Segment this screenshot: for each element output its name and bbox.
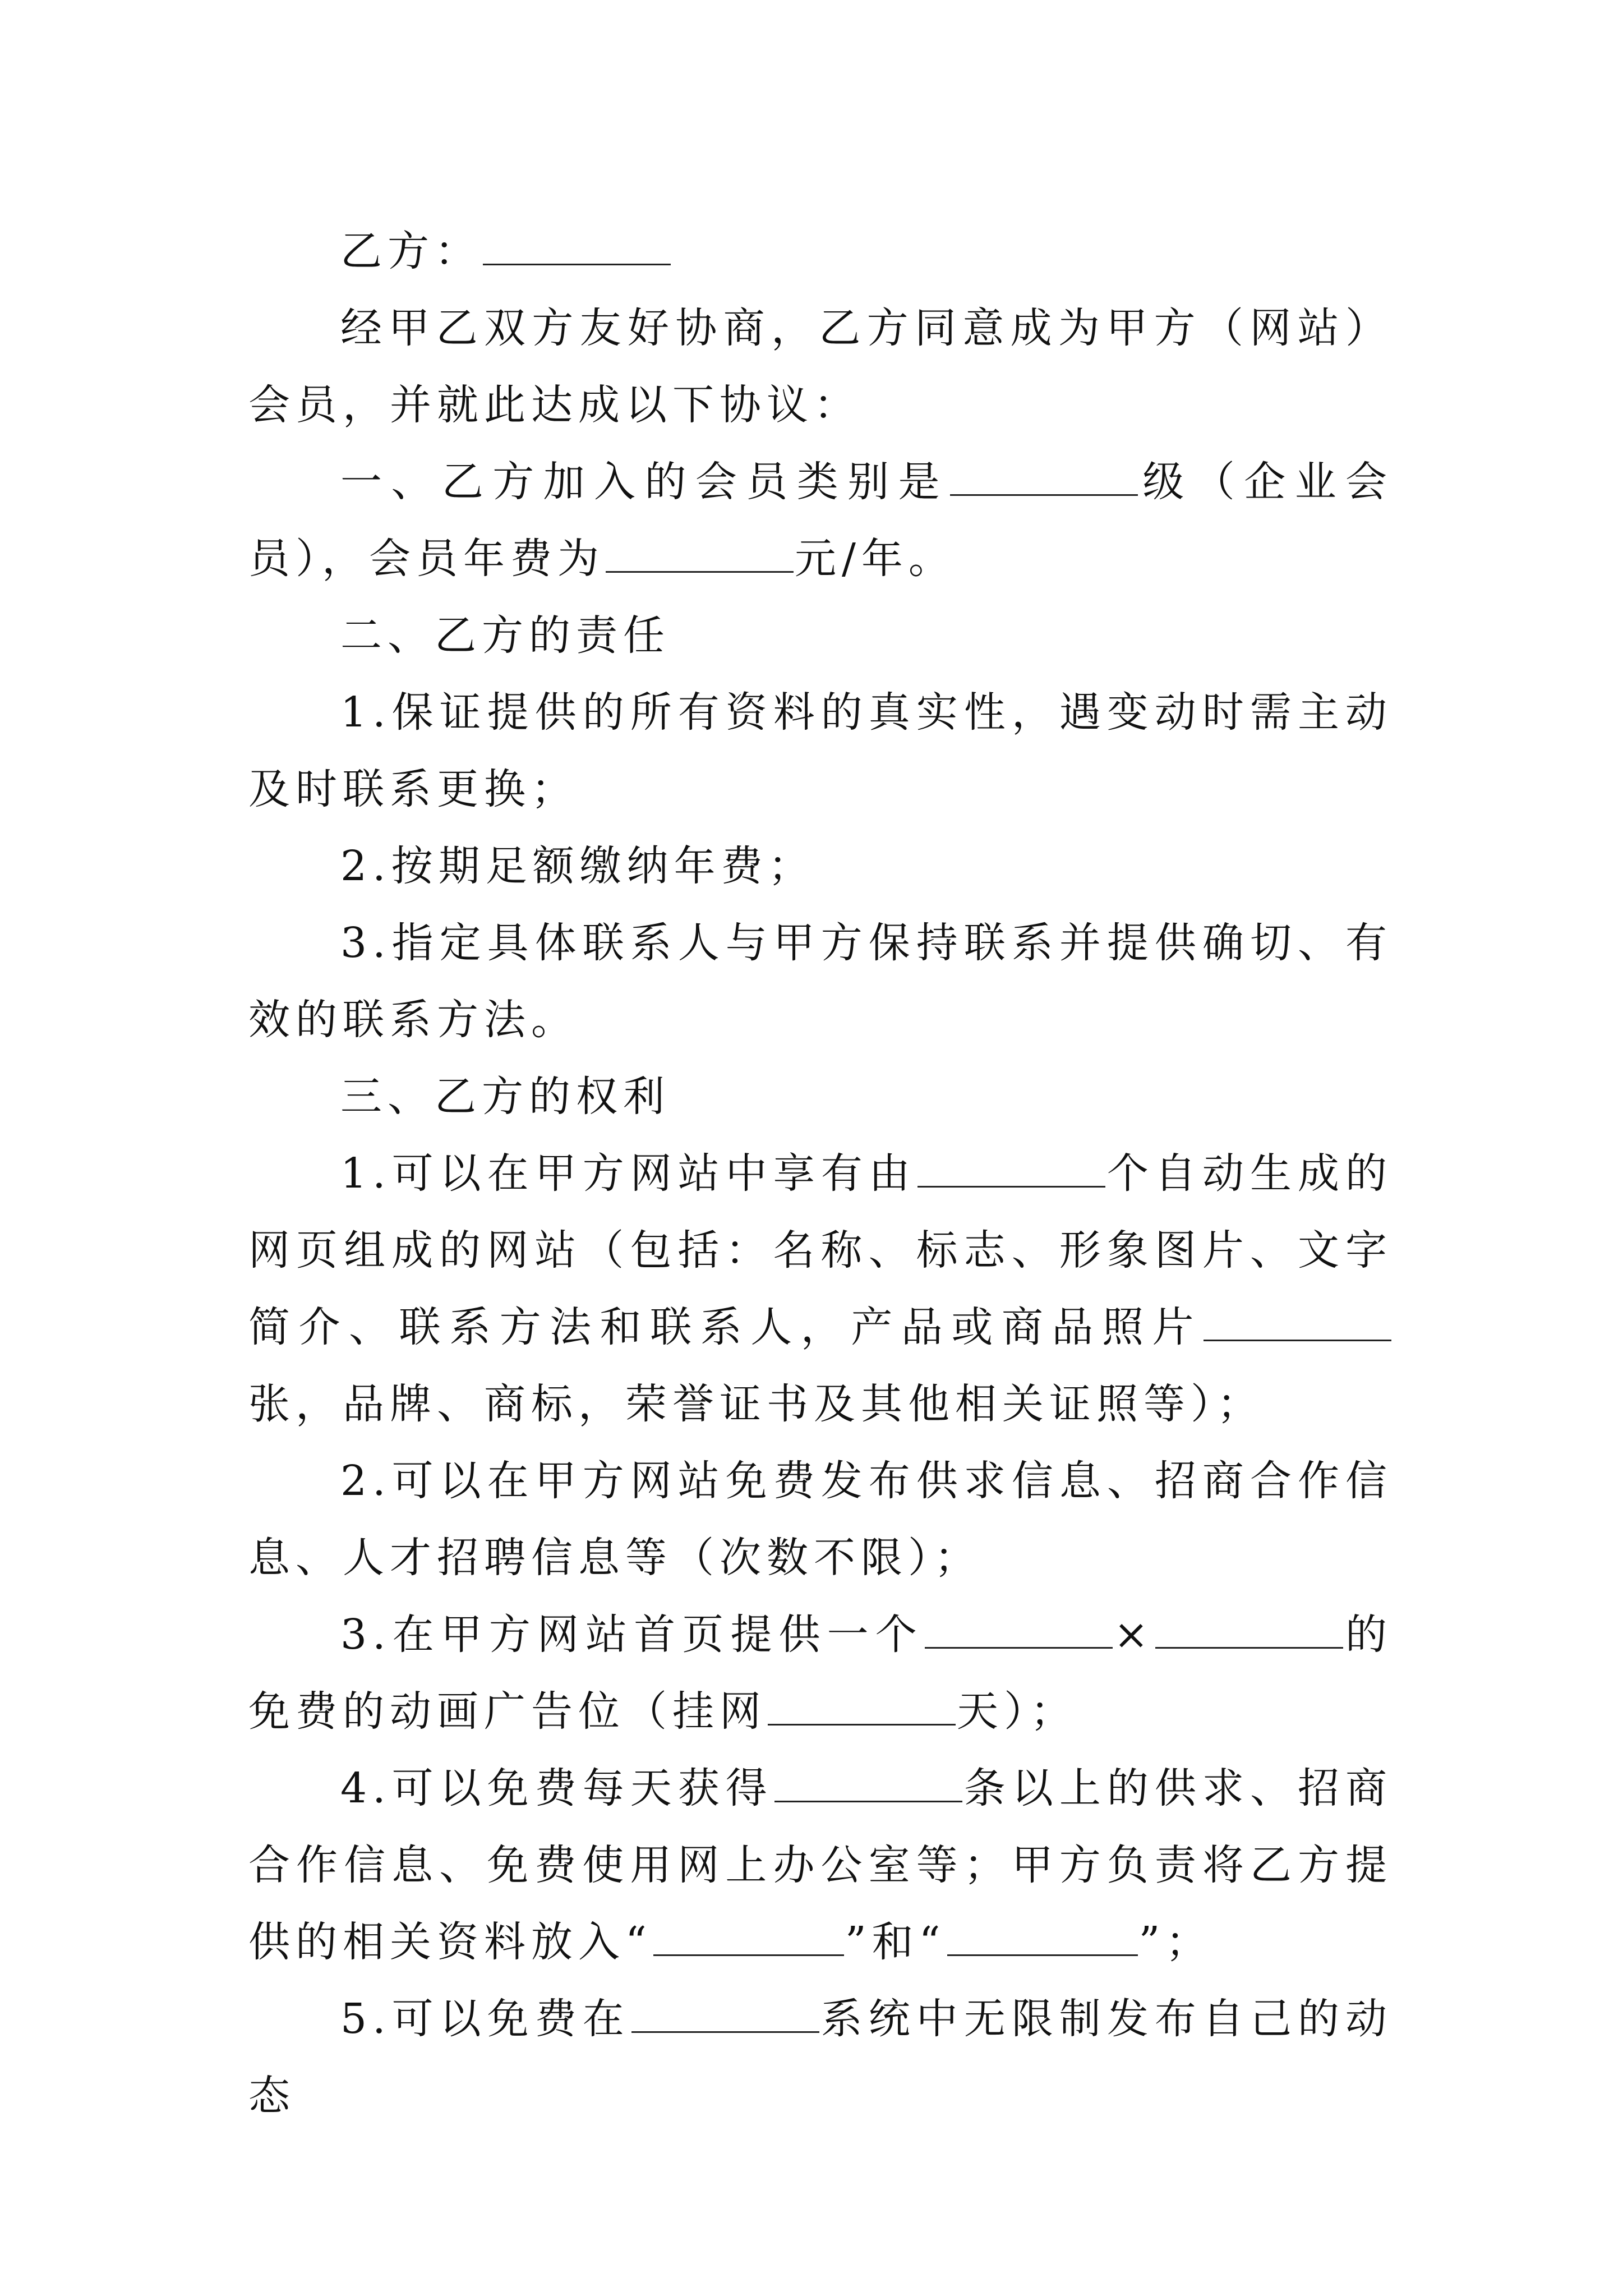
ad-days-blank: [768, 1690, 956, 1726]
section-2-item-2: 2.按期足额缴纳年费；: [340, 842, 815, 890]
item-4-text-b: 条以上的供求、招商合作信息、免费使用网上办公室等；甲方负责将乙方提供的相关资料放入“: [248, 1764, 1393, 1966]
item-3-text-a: 3.在甲方网站首页提供一个: [340, 1611, 924, 1659]
section-3-item-5: [248, 1981, 1393, 2134]
item-5-text-b: 系统中无限制发布自己的动态: [248, 1995, 1393, 2120]
photo-count-blank: [1204, 1306, 1391, 1341]
item-3-text-d: 天）；: [957, 1687, 1077, 1736]
item-4-text-a: 4.可以免费每天获得: [340, 1764, 773, 1812]
section-3-heading: 三、乙方的权利: [340, 1073, 670, 1121]
party-b-line: [248, 213, 1393, 290]
clause-1: [248, 444, 1393, 597]
section-2-item-3: 3.指定具体联系人与甲方保持联系并提供确切、有效的联系方法。: [248, 919, 1393, 1044]
daily-info-blank: [774, 1767, 962, 1802]
clause-1-text-c: 元/年。: [795, 535, 956, 583]
section-3-item-4: [248, 1750, 1393, 1981]
item-1-text-c: 张，品牌、商标，荣誉证书及其他相关证照等）；: [248, 1380, 1264, 1428]
times-sign: ×: [1113, 1611, 1154, 1659]
item-1-text-a: 1.可以在甲方网站中享有由: [340, 1149, 916, 1198]
section-3-item-3: [248, 1596, 1393, 1750]
section-3-item-1: [248, 1135, 1393, 1443]
clause-1-text-b: 级（企业会员），会员年费为: [248, 458, 1393, 583]
intro-paragraph: 经甲乙双方友好协商，乙方同意成为甲方（网站）会员，并就此达成以下协议：: [248, 304, 1393, 429]
item-5-text-a: 5.可以免费在: [340, 1995, 630, 2043]
page-count-blank: [917, 1152, 1105, 1188]
annual-fee-blank: [606, 537, 794, 573]
ad-width-blank: [925, 1613, 1113, 1649]
section-2-item-1: 1.保证提供的所有资料的真实性，遇变动时需主动及时联系更换；: [248, 688, 1393, 813]
clause-1-text-a: 一、乙方加入的会员类别是: [340, 458, 949, 506]
placement-blank-1: [653, 1921, 844, 1956]
item-3-text-c: 的免费的动画广告位（挂网: [248, 1611, 1393, 1736]
item-1-text-b: 个自动生成的网页组成的网站（包括：名称、标志、形象图片、文字简介、联系方法和联系人，产品或商品照片: [248, 1149, 1393, 1351]
placement-blank-2: [947, 1921, 1138, 1956]
party-b-label: 乙方：: [340, 227, 482, 275]
ad-height-blank: [1155, 1613, 1343, 1649]
item-4-text-c: ”和“: [845, 1918, 946, 1966]
system-name-blank: [631, 1998, 819, 2033]
section-3-item-2: 2.可以在甲方网站免费发布供求信息、招商合作信息、人才招聘信息等（次数不限）；: [248, 1457, 1393, 1582]
item-4-text-d: ”；: [1138, 1918, 1213, 1966]
member-level-blank: [950, 461, 1138, 496]
section-2-heading: 二、乙方的责任: [340, 611, 670, 660]
party-b-blank: [483, 230, 671, 265]
contract-body: [248, 213, 1393, 2134]
